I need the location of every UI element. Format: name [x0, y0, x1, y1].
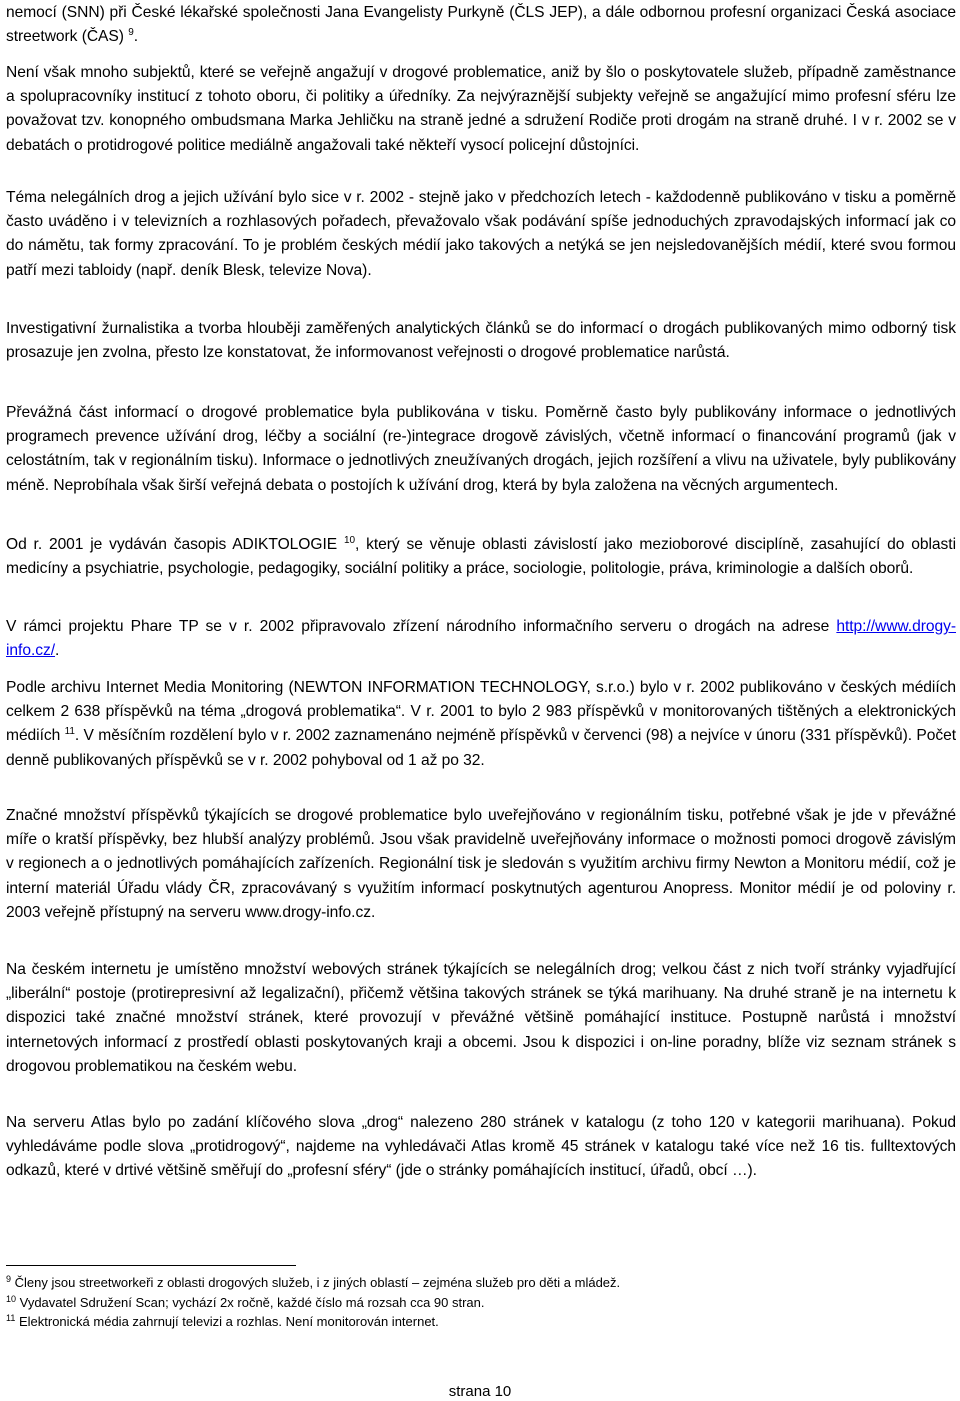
footnote-ref-10[interactable]: 10 — [343, 535, 355, 546]
paragraph-5: Převážná část informací o drogové problematice byla publikována v tisku. Poměrně často byly publikovány informace o jednotlivých programech prevence užívání drog, léčby a sociální (re-)integrace drogově závislých, včetně informací o financování programů (jak v celostátním, tak v regionálním tisku). Informace o jednotlivých zneužívaných drogách, jejich rozšíření a vlivu na uživatele, byly publikovány méně. Neprobíhala však širší veřejná debata o postojích k užívání drog, která by byla založena na věcných argumentech. — [6, 404, 956, 494]
paragraph-6 — [6, 533, 956, 581]
page-number: strana 10 — [448, 1383, 512, 1400]
footnote-ref-11[interactable]: 11 — [64, 726, 75, 738]
footnote-text: Vydavatel Sdružení Scan; vychází 2x ročně, každé číslo má rozsah cca 90 stran. — [19, 1294, 485, 1310]
paragraph-7-after: . — [55, 642, 60, 660]
paragraph-11: Na serveru Atlas bylo po zadání klíčového slova „drog“ nalezeno 280 stránek v katalogu (z toho 120 v kategorii marihuana). Pokud vyhledáváme podle slova „protidrogový“, najdeme na vyhledávači Atlas kromě 45 stránek v katalogu také více než 16 tis. fulltextových odkazů, které v drtivé většině směřují do „profesní sféry“ (jde o stránky pomáhajících institucí, úřadů, obcí …). — [6, 1114, 956, 1180]
footnote-number: 10 — [6, 1293, 17, 1304]
drogy-info-link[interactable]: http://www.drogy-info.cz/ — [6, 618, 956, 660]
footnote-9 — [6, 1273, 956, 1293]
paragraph-7-before: V rámci projektu Phare TP se v r. 2002 připravovalo zřízení národního informačního serveru o drogách na adrese — [6, 618, 837, 635]
paragraph-10: Na českém internetu je umístěno množství webových stránek týkajících se nelegálních drog; velkou část z nich tvoří stránky vyjadřující „liberální“ postoje (protirepresivní až legalizační), přičemž většina takových stránek se týká marihuany. Na druhé straně je na internetu k dispozici také značné množství stránek, které provozují v převážné většině pomáhající instituce. Postupně narůstá i množství internetových informací z prostředí oblasti poskytovaných kraji a obcemi. Jsou k dispozici i on-line poradny, blíže viz seznam stránek s drogovou problematikou na českém webu. — [6, 961, 956, 1075]
paragraph-1-end: . — [133, 28, 139, 46]
footnote-text: Elektronická média zahrnují televizi a rozhlas. Není monitorován internet. — [18, 1314, 439, 1329]
footnote-number: 9 — [6, 1274, 12, 1284]
paragraph-3: Téma nelegálních drog a jejich užívání bylo sice v r. 2002 - stejně jako v předchozích letech - každodenně publikováno v tisku a poměrně často uváděno i v televizních a rozhlasových pořadech, převažovalo však podávání spíše jednoduchých zpravodajských informací jak co do námětu, tak formy zpracování. To je problém českých médií jako takových a netýká se jen nejsledovanějších médií, které svou formou patří mezi tabloidy (např. deník Blesk, televize Nova). — [6, 189, 956, 279]
footnote-10 — [6, 1293, 956, 1313]
paragraph-6-after: , který se věnuje oblasti závislostí jako mezioborové disciplíně, zasahující do oblasti medicíny a psychiatrie, psychologie, pedagogiky, sociální politiky a práce, sociologie, politologie, práva, kriminologie a dalších oborů. — [6, 536, 956, 578]
paragraph-7 — [6, 615, 956, 663]
footnote-text: Členy jsou streetworkeři z oblasti drogových služeb, i z jiných oblastí – zejména služeb pro děti a mládež. — [14, 1275, 621, 1290]
paragraph-8-before: Podle archivu Internet Media Monitoring (NEWTON INFORMATION TECHNOLOGY, s.r.o.) bylo v r. 2002 publikováno v českých médiích celkem 2 638 příspěvků na téma „drogová problematika“. V r. 2001 to bylo 2 983 příspěvků v monitorovaných tištěných a elektronických médiích — [6, 679, 956, 745]
footnote-11 — [6, 1312, 956, 1332]
paragraph-8 — [6, 676, 956, 773]
footnote-number: 11 — [6, 1313, 16, 1323]
footnotes — [6, 1273, 956, 1332]
paragraph-1 — [6, 1, 956, 49]
footnote-divider — [6, 1265, 296, 1266]
footnote-ref-9[interactable]: 9 — [128, 27, 134, 39]
paragraph-8-after: . V měsíčním rozdělení bylo v r. 2002 zaznamenáno nejméně příspěvků v červenci (98) a nejvíce v únoru (331 příspěvků). Počet denně publikovaných příspěvků se v r. 2002 pohyboval od 1 až po 32. — [6, 727, 956, 769]
paragraph-9: Značné množství příspěvků týkajících se drogové problematice bylo uveřejňováno v regionálním tisku, potřebné však je jde v převážné míře o kratší příspěvky, bez hlubší analýzy problémů. Jsou však pravidelně uveřejňovány informace o možnosti pomoci drogově závislým v regionech a o jednotlivých pomáhajících zařízeních. Regionální tisk je sledován s využitím archivu firmy Newton a Monitoru médií, což je interní materiál Úřadu vlády ČR, zpracovávaný s využitím informací poskytnutých agenturou Anopress. Monitor médií je od poloviny r. 2003 veřejně přístupný na serveru www.drogy-info.cz. — [6, 807, 956, 921]
paragraph-4: Investigativní žurnalistika a tvorba hlouběji zaměřených analytických článků se do informací o drogách publikovaných mimo odborný tisk prosazuje jen zvolna, přesto lze konstatovat, že informovanost veřejnosti o drogové problematice narůstá. — [6, 320, 956, 362]
paragraph-6-before: Od r. 2001 je vydáván časopis ADIKTOLOGIE — [6, 536, 338, 553]
paragraph-2: Není však mnoho subjektů, které se veřejně angažují v drogové problematice, aniž by šlo o poskytovatele služeb, případně zaměstnance a spolupracovníky institucí z tohoto oboru, či politiky a úředníky. Za nejvýraznější subjekty veřejně se angažující mimo profesní sféru lze považovat tzv. konopného ombudsmana Marka Jehličku na straně jedné a sdružení Rodiče proti drogám na straně druhé. I v r. 2002 se v debatách o protidrogové politice mediálně angažovali také někteří vysocí policejní důstojníci. — [6, 64, 956, 154]
paragraph-1-text: nemocí (SNN) při České lékařské společnosti Jana Evangelisty Purkyně (ČLS JEP), a dále odbornou profesní organizaci Česká asociace streetwork (ČAS) — [6, 4, 956, 46]
